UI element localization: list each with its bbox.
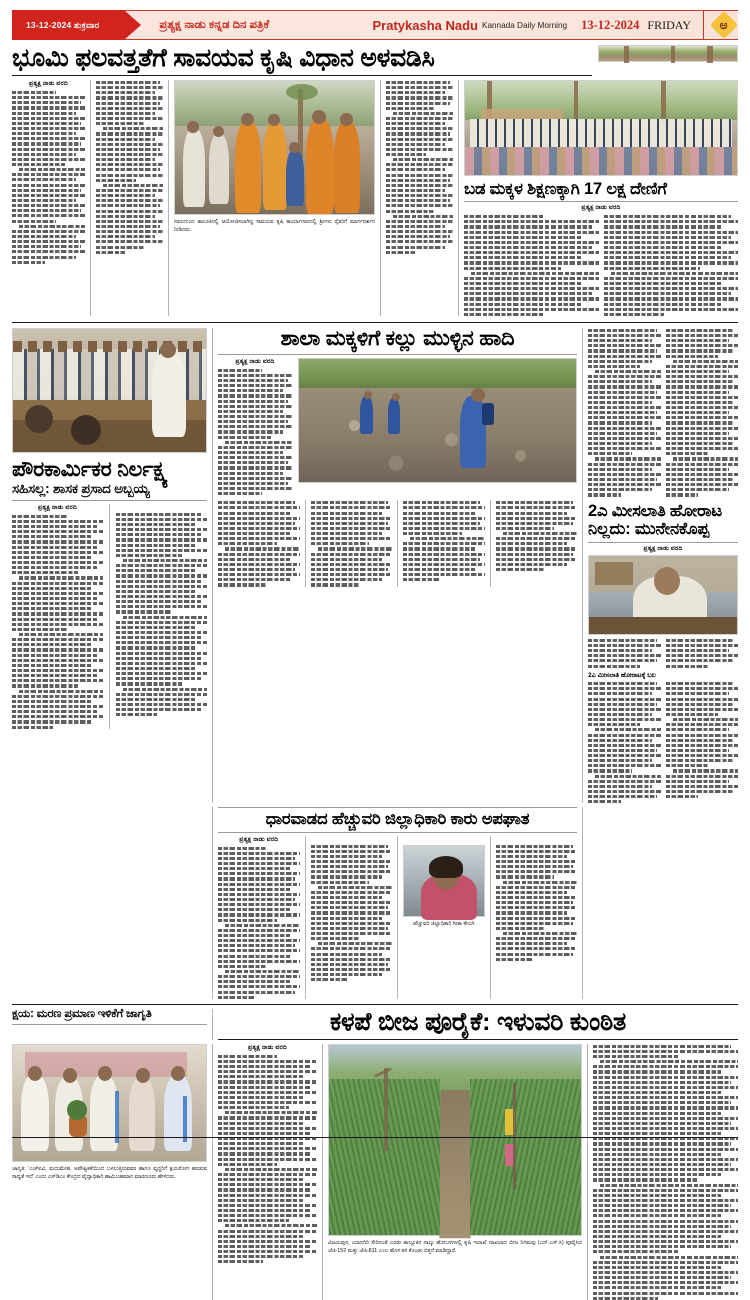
seed-byline: ಪ್ರತ್ಯಕ್ಷ ನಾಡು ವರದಿ <box>248 1043 287 1051</box>
school-road-body-5 <box>496 500 578 571</box>
tb-photo <box>12 1044 207 1162</box>
sanitation-body-1 <box>12 514 103 729</box>
accident-body-2 <box>311 836 393 982</box>
tb-section <box>12 1009 212 1040</box>
donation-body-1 <box>464 214 599 316</box>
sanitation-headline-line1: ಪೌರಕಾರ್ಮಿಕರ ನಿರ್ಲಕ್ಷ್ಯ <box>12 457 168 481</box>
tb-photo-section <box>12 1044 212 1300</box>
lead-body-4 <box>386 80 453 254</box>
seed-photo-section <box>322 1044 587 1300</box>
lead-byline: ಪ್ರತ್ಯಕ್ಷ ನಾಡು ವರದಿ <box>29 80 68 87</box>
sanitation-body-2 <box>116 504 207 717</box>
school-road-byline: ಪ್ರತ್ಯಕ್ಷ ನಾಡು ವರದಿ <box>235 357 275 365</box>
lead-body-2 <box>96 80 163 254</box>
masthead-english-title: Pratykasha Nadu <box>372 17 478 33</box>
seed-photo <box>328 1044 582 1236</box>
sanitation-photo <box>12 328 207 453</box>
masthead-kannada-title: ಪ್ರತ್ಯಕ್ಷ ನಾಡು ಕನ್ನಡ ದಿನ ಪತ್ರಿಕೆ <box>159 18 270 31</box>
reservation-body-3 <box>588 681 661 803</box>
band-four <box>12 1009 738 1040</box>
accident-headline: ಧಾರವಾಡದ ಹೆಚ್ಚುವರಿ ಜಿಲ್ಲಾಧಿಕಾರಿ ಕಾರು ಅಪಘಾತ <box>265 810 530 829</box>
lead-body-1 <box>12 90 85 264</box>
lead-photo-caption: ನವಲಗುಂದ ತಾಲೂಕಿನಲ್ಲಿ ಆಯೋಜಿಸಲಾಗಿದ್ದ ಸಾವಯವ ಕೃಷಿ ಕಾರ್ಯಾಗಾರದಲ್ಲಿ ಶ್ರೀಗಳು ರೈತರಿಗೆ ಮಾರ್ಗದರ್ಶನ ನೀಡಿದರು. <box>174 219 375 234</box>
band-three-right-spacer <box>582 807 738 998</box>
band-three <box>12 807 738 998</box>
band-five <box>12 1044 738 1300</box>
reservation-body-1 <box>588 638 661 668</box>
masthead <box>12 10 738 40</box>
donation-byline: ಪ್ರತ್ಯಕ್ಷ ನಾಡು ವರದಿ <box>581 204 621 212</box>
lead-headline: ಭೂಮಿ ಫಲವತ್ತತೆಗೆ ಸಾವಯವ ಕೃಷಿ ವಿಧಾನ ಅಳವಡಿಸಿ <box>12 44 435 72</box>
reservation-body-4 <box>666 681 739 803</box>
masthead-date-badge: 13-12-2024 ಶುಕ್ರವಾರ <box>12 10 125 40</box>
seed-headline: ಕಳಪೆ ಬೀಜ ಪೂರೈಕೆ: ಇಳುವರಿ ಕುಂಠಿತ <box>329 1007 627 1036</box>
reservation-subhead: 2ಎ ಮೀಸಲಾತಿ ಹೋರಾಟಕ್ಕೆ ಬಲ <box>588 671 656 679</box>
seed-body-2 <box>593 1044 738 1300</box>
school-road-body-4 <box>403 500 485 581</box>
sanitation-byline: ಪ್ರತ್ಯಕ್ಷ ನಾಡು ವರದಿ <box>38 503 77 511</box>
lead-column-2 <box>90 80 168 316</box>
reservation-section <box>582 328 738 804</box>
lead-column-4 <box>380 80 458 316</box>
accident-body-3 <box>496 836 578 961</box>
accident-body-1 <box>218 846 300 999</box>
masthead-date: 13-12-2024 <box>581 17 640 32</box>
reservation-photo <box>588 555 738 635</box>
lead-main-photo <box>174 80 375 215</box>
sanitation-headline-line2: ಸಹಿಸಲ್ಲ: ಶಾಸಕ ಪ್ರಸಾದ ಅಬ್ಬಯ್ಯ <box>12 480 150 496</box>
donation-body-2 <box>604 214 739 316</box>
seed-text-left <box>212 1044 322 1300</box>
tb-headline: ಕ್ಷಯ: ಮರಣ ಪ್ರಮಾಣ ಇಳಿಕೆಗೆ ಜಾಗೃತಿ <box>12 1007 152 1020</box>
band-two <box>12 328 738 804</box>
reservation-headline-line2: ನಿಲ್ಲದು: ಮುನೇನಕೊಪ್ಪ <box>588 519 709 538</box>
reservation-prebody-2 <box>666 328 739 497</box>
reservation-body-2 <box>666 638 739 668</box>
reservation-byline: ಪ್ರತ್ಯಕ್ಷ ನಾಡು ವರದಿ <box>643 544 683 552</box>
seed-photo-caption: ವಿಜಯಪುರ, ಯಾದಗಿರಿ ಸೇರಿದಂತೆ ಎರಡು ತಾಲ್ಲೂಕಿನ ನಾಲ್ಕು ಹೋಬಳಿಗಳಲ್ಲಿ ಕೃಷಿ ಇಲಾಖೆ ದಾಖಲಾದ ಬೀಜ ನಿಗಮವು (ಎನ್.ಎಸ್.ಸಿ) ಪೂರೈಸಿದ ಜೆಜಿ-152 ಮತ್ತು ಜೆಜಿ-811 ಎಂಬ ಹೊಸ ತಳಿ ಕೊಂಡು ಬಿತ್ತನೆ ಮಾಡಿದ್ದಾರೆ. <box>328 1239 582 1254</box>
reservation-headline-line1: 2ಎ ಮೀಸಲಾತಿ ಹೋರಾಟ <box>588 501 722 520</box>
lead-photo-top-strip <box>598 45 738 62</box>
donation-section <box>458 80 738 316</box>
masthead-day: FRIDAY <box>647 17 691 32</box>
band-three-left-spacer <box>12 807 212 998</box>
lead-photo-column <box>168 80 380 316</box>
accident-section <box>212 807 582 998</box>
seed-headline-wrap <box>212 1009 738 1040</box>
seed-text-right <box>587 1044 738 1300</box>
masthead-logo-container <box>703 10 734 40</box>
donation-photo <box>464 80 738 176</box>
school-road-body-3 <box>311 500 393 586</box>
school-road-body-1 <box>218 368 292 495</box>
accident-photo <box>403 845 485 917</box>
school-road-photo <box>298 358 577 483</box>
donation-headline: ಬಡ ಮಕ್ಕಳ ಶಿಕ್ಷಣಕ್ಕಾಗಿ 17 ಲಕ್ಷ ದೇಣಿಗೆ <box>464 180 667 198</box>
tb-photo-caption: ಜಾಗೃತಿ: 'ಎಚ್‌ಐವಿ, ಮಧುಮೇಹ, ಅಪೌಷ್ಟಿಕತೆಯಿಂದ ಬಳಲುತ್ತಿರುವವರ ಹಾಗೂ ವೃದ್ಧರಿಗೆ ಕ್ಷಯರೋಗ ಹರಡುವ ಸಾಧ್ಯತೆ ಇದೆ' ಎಂದು ಎಸ್‌ಡಿಎಂ ಕೇಂದ್ರದ ವೈದ್ಯಾಧಿಕಾರಿ ಹಾಮಿಬಹಮಾನ ಮಾರಣೂರು ಹೇಳಿದರು. <box>12 1165 207 1180</box>
lead-story-section <box>12 45 738 316</box>
bottom-rule <box>12 1137 738 1138</box>
accident-byline: ಪ್ರತ್ಯಕ್ಷ ನಾಡು ವರದಿ <box>239 835 279 843</box>
school-road-section <box>212 328 582 804</box>
school-road-headline: ಶಾಲಾ ಮಕ್ಕಳಿಗೆ ಕಲ್ಲು ಮುಳ್ಳಿನ ಹಾದಿ <box>280 326 515 350</box>
seed-body-1 <box>218 1054 317 1264</box>
logo-glyph: ಅ <box>720 17 728 32</box>
lead-column-1 <box>12 80 90 316</box>
sanitation-section <box>12 328 212 804</box>
masthead-english-subtitle: Kannada Daily Morning <box>481 20 568 30</box>
reservation-prebody-1 <box>588 328 661 497</box>
accident-photo-caption: ಹೆಚ್ಚುವರಿ ಜಿಲ್ಲಾಧಿಕಾರಿ ಗೀತಾ ಕೌಲಗಿ <box>413 920 475 927</box>
school-road-body-2 <box>218 500 300 586</box>
diamond-logo-icon <box>710 11 738 39</box>
